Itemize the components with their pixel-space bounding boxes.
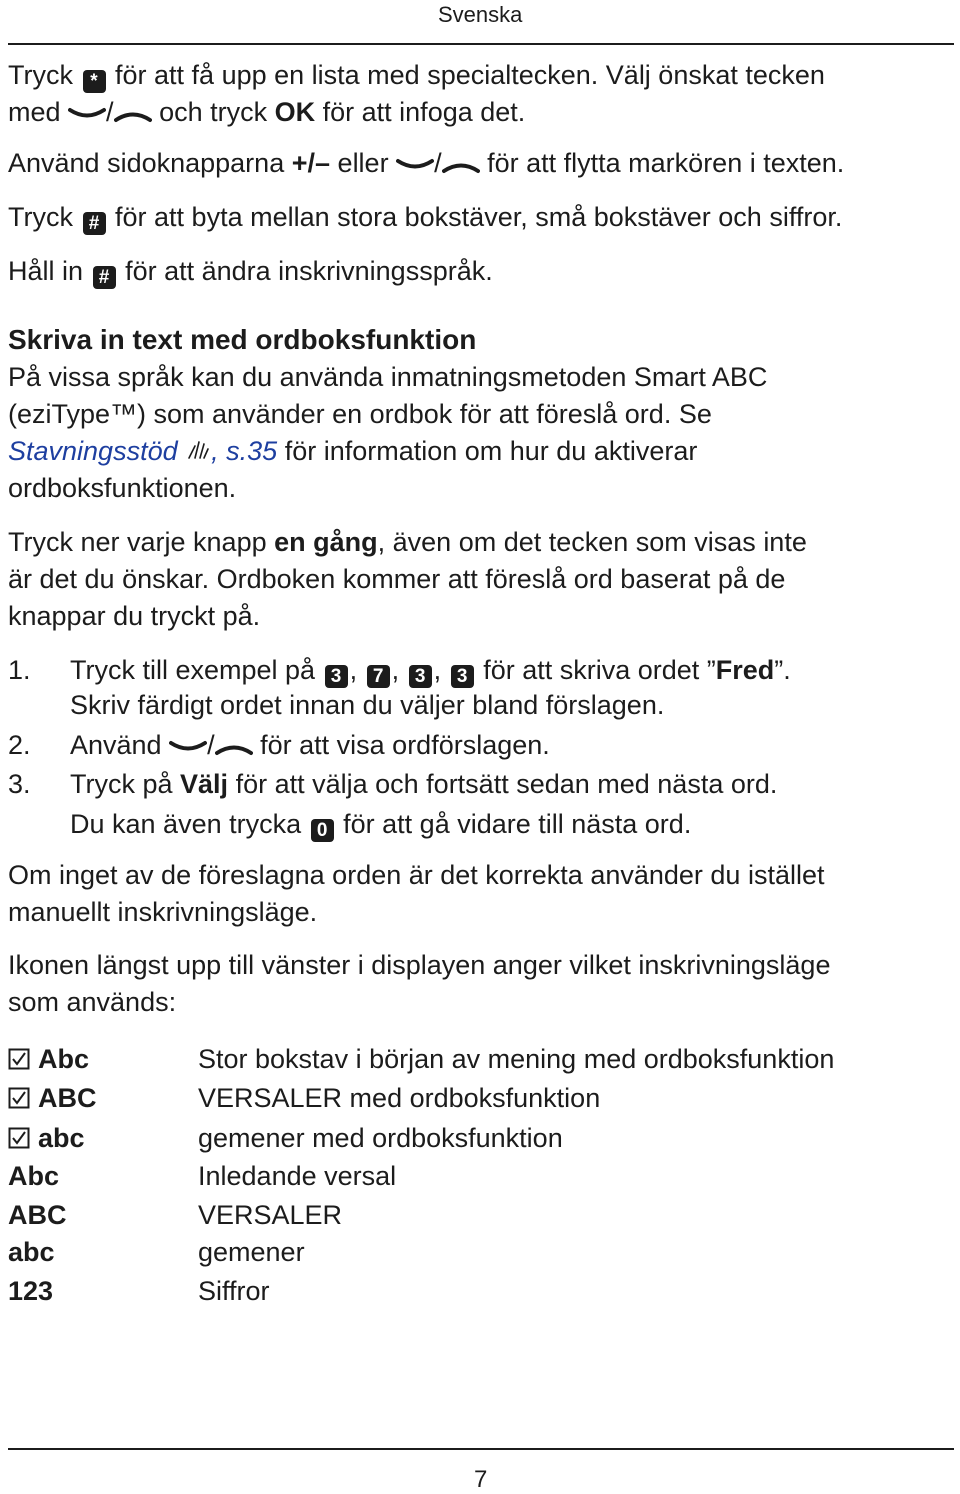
nav-up-icon [215,729,253,766]
nav-up-icon [114,96,152,133]
nav-down-icon [68,96,106,133]
language-paragraph: Håll in # för att ändra inskrivningsspråk. [8,256,493,288]
dictionary-icon [8,1081,30,1119]
footer-rule [8,1448,954,1450]
nav-down-icon [169,729,207,766]
key-0-icon: 0 [311,819,334,842]
case-toggle-paragraph: Tryck # för att byta mellan stora bokstäver, små bokstäver och siffror. [8,202,843,234]
special-chars-paragraph: Tryck * för att få upp en lista med specialtecken. Välj önskat tecken med / och tryck OK för att infoga det. [8,57,953,133]
cursor-paragraph: Använd sidoknapparna +/– eller / för att flytta markören i texten. [8,145,953,184]
hand-icon [185,436,211,466]
nav-up-icon [442,147,480,184]
ok-key-label: OK [274,97,316,127]
page-number: 7 [474,1466,488,1493]
manual-mode-paragraph: Om inget av de föreslagna orden är det korrekta använder du istället manuellt inskrivningsläge. [8,860,825,927]
star-key-icon: * [83,70,106,93]
press-once-paragraph: Tryck ner varje knapp en gång, även om det tecken som visas inte är det du önskar. Ordboken kommer att föreslå ord baserat på de knappar du tryckt på. [8,527,807,631]
section-heading: Skriva in text med ordboksfunktion [8,324,477,355]
key-7-icon: 7 [367,665,390,688]
hash-key-icon: # [93,266,116,289]
dictionary-icon [8,1042,30,1080]
key-3-icon: 3 [409,665,432,688]
icon-explanation-paragraph: Ikonen längst upp till vänster i displayen anger vilket inskrivningsläge som används: [8,950,831,1017]
key-3-icon: 3 [451,665,474,688]
key-3-icon: 3 [325,665,348,688]
header-rule [8,43,954,45]
page-header-language: Svenska [438,2,523,27]
spelling-help-link[interactable]: Stavningsstöd , s.35 [8,436,278,466]
dictionary-icon [8,1121,30,1159]
hash-key-icon: # [83,212,106,235]
volume-keys-label: +/– [291,148,331,178]
nav-down-icon [396,147,434,184]
smart-abc-paragraph: På vissa språk kan du använda inmatningsmetoden Smart ABC (eziType™) som använder en ordbok för att föreslå ord. Se Stavningsstöd , s.35 för information om hur du aktiverar ordboksfunktionen. [8,362,768,503]
